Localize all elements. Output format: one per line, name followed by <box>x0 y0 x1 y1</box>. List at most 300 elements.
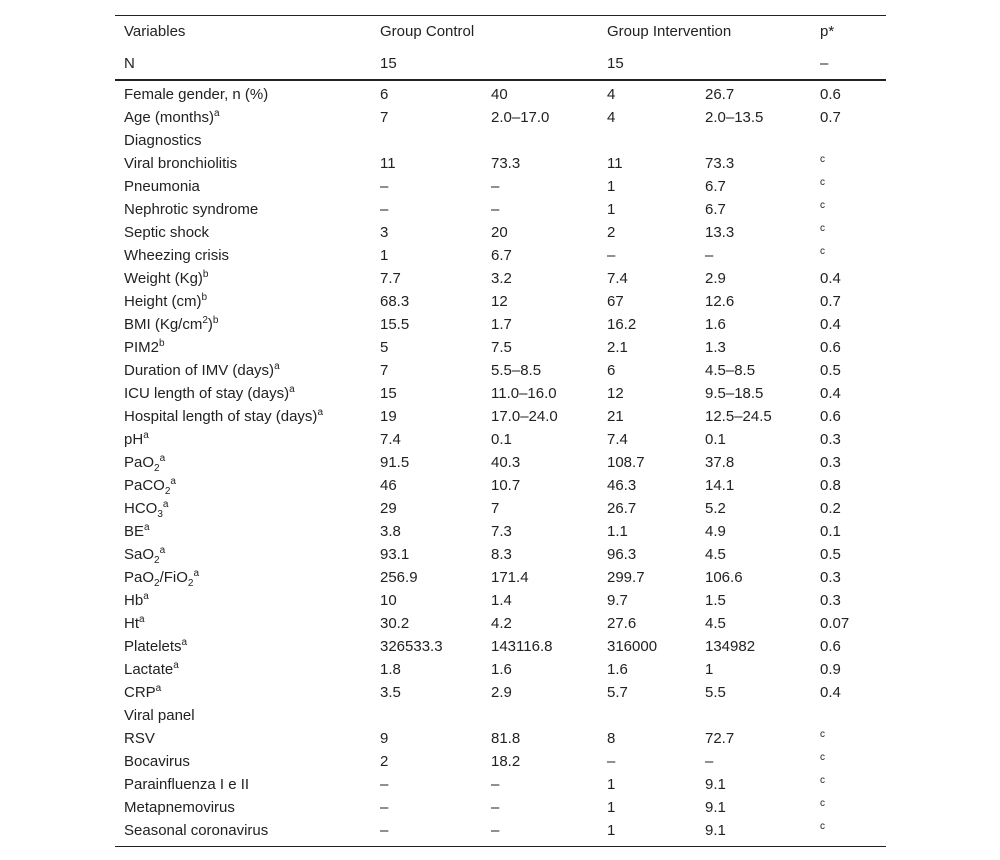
row-label <box>124 405 323 428</box>
intervention-value: 1 <box>607 822 616 839</box>
intervention-dispersion: – <box>705 247 714 264</box>
control-value: – <box>380 799 389 816</box>
control-dispersion: 11.0–16.0 <box>491 385 557 402</box>
row-label-subscript: 2 <box>164 486 171 497</box>
row-label-text: PaO <box>124 454 155 471</box>
row-label-text: pH <box>124 431 144 448</box>
intervention-value: 4 <box>607 109 616 126</box>
row-footnote-mark: a <box>155 683 162 694</box>
table-row <box>115 175 886 198</box>
control-value: 29 <box>380 500 397 517</box>
row-label-text: Weight (Kg) <box>124 270 203 287</box>
row-label-text: Viral panel <box>124 707 195 724</box>
control-dispersion: 171.4 <box>491 569 529 586</box>
p-value: 0.4 <box>820 385 841 402</box>
control-dispersion: 7.5 <box>491 339 512 356</box>
row-label-subscript: 2 <box>154 578 160 589</box>
control-dispersion: 5.5–8.5 <box>491 362 542 379</box>
intervention-dispersion: 4.9 <box>705 523 726 540</box>
intervention-dispersion: 73.3 <box>705 155 735 172</box>
row-footnote-mark: b <box>212 315 219 326</box>
row-footnote-mark: a <box>173 660 179 671</box>
intervention-dispersion: 9.1 <box>705 799 726 816</box>
p-footnote-mark: c <box>820 200 825 211</box>
table-row <box>115 819 886 842</box>
intervention-value: 2 <box>607 224 616 241</box>
intervention-value: 96.3 <box>607 546 637 563</box>
intervention-dispersion: 9.5–18.5 <box>705 385 764 402</box>
intervention-dispersion: 72.7 <box>705 730 735 747</box>
row-label-text: Diagnostics <box>124 132 202 149</box>
intervention-value: 1.6 <box>607 661 628 678</box>
intervention-dispersion: 9.1 <box>705 822 726 839</box>
p-footnote-mark: c <box>820 821 825 832</box>
row-label-subscript: 3 <box>157 509 163 520</box>
table-row <box>115 520 886 543</box>
control-dispersion: 0.1 <box>491 431 512 448</box>
table-row <box>115 543 886 566</box>
control-dispersion: – <box>491 201 500 218</box>
row-label <box>124 313 218 336</box>
intervention-dispersion: 1.5 <box>705 592 726 609</box>
intervention-value: 9.7 <box>607 592 628 609</box>
row-label-tail: ) <box>207 316 213 333</box>
table-row <box>115 589 886 612</box>
row-footnote-mark: a <box>143 591 149 602</box>
p-value: 0.4 <box>820 684 841 701</box>
row-label-text: Parainfluenza I e II <box>124 776 250 793</box>
intervention-value: 5.7 <box>607 684 628 701</box>
row-label <box>124 589 149 612</box>
table-row <box>115 382 886 405</box>
intervention-value: 316000 <box>607 638 658 655</box>
row-label-text: Platelets <box>124 638 182 655</box>
p-value: 0.07 <box>820 615 850 632</box>
row-footnote-mark: a <box>193 568 200 579</box>
table-row <box>115 221 886 244</box>
control-value: 3 <box>380 224 389 241</box>
row-label <box>124 681 161 704</box>
intervention-dispersion: 0.1 <box>705 431 726 448</box>
control-dispersion: 81.8 <box>491 730 521 747</box>
control-value: 15 <box>380 385 397 402</box>
intervention-value: 1 <box>607 799 616 816</box>
row-label-text: PaCO <box>124 477 165 494</box>
row-label-text: Ht <box>124 615 139 632</box>
control-value: 2 <box>380 753 389 770</box>
intervention-dispersion: 12.6 <box>705 293 735 310</box>
intervention-dispersion: 6.7 <box>705 178 726 195</box>
control-dispersion: 40.3 <box>491 454 521 471</box>
row-label-mid: /FiO <box>159 569 188 586</box>
row-label <box>124 290 207 313</box>
intervention-dispersion: 2.0–13.5 <box>705 109 764 126</box>
control-value: 6 <box>380 86 389 103</box>
header-variables: Variables <box>124 23 186 40</box>
row-label <box>124 129 202 152</box>
control-value: 30.2 <box>380 615 410 632</box>
intervention-dispersion: 9.1 <box>705 776 726 793</box>
intervention-value: 21 <box>607 408 624 425</box>
intervention-value: 6 <box>607 362 616 379</box>
intervention-dispersion: 1.3 <box>705 339 726 356</box>
table-row <box>115 474 886 497</box>
row-label <box>124 635 187 658</box>
row-footnote-mark: a <box>159 545 166 556</box>
control-value: 3.8 <box>380 523 401 540</box>
row-label-text: RSV <box>124 730 155 747</box>
control-value: – <box>380 201 389 218</box>
control-dispersion: 1.6 <box>491 661 512 678</box>
table-row <box>115 359 886 382</box>
intervention-value: 8 <box>607 730 616 747</box>
row-label-text: Pneumonia <box>124 178 200 195</box>
control-dispersion: 1.7 <box>491 316 512 333</box>
table-row <box>115 313 886 336</box>
control-value: 1 <box>380 247 389 264</box>
intervention-value: 67 <box>607 293 624 310</box>
p-value: 0.3 <box>820 592 841 609</box>
row-label-text: Lactate <box>124 661 174 678</box>
intervention-value: 7.4 <box>607 270 628 287</box>
row-label-text: Wheezing crisis <box>124 247 230 264</box>
p-value: 0.3 <box>820 454 841 471</box>
p-value: 0.6 <box>820 408 841 425</box>
table-row <box>115 267 886 290</box>
p-value: 0.2 <box>820 500 841 517</box>
row-label <box>124 727 155 750</box>
control-value: – <box>380 822 389 839</box>
intervention-dispersion: 5.2 <box>705 500 726 517</box>
row-footnote-mark: a <box>289 384 295 395</box>
table-body <box>115 83 886 842</box>
row-label <box>124 750 190 773</box>
row-label-text: Nephrotic syndrome <box>124 201 259 218</box>
control-value: 3.5 <box>380 684 401 701</box>
intervention-dispersion: 12.5–24.5 <box>705 408 772 425</box>
row-label-text: HCO <box>124 500 158 517</box>
p-value: 0.8 <box>820 477 841 494</box>
control-value: 46 <box>380 477 397 494</box>
control-value: 7 <box>380 362 389 379</box>
row-label-text: Viral bronchiolitis <box>124 155 238 172</box>
table-row <box>115 612 886 635</box>
n-label: N <box>124 55 135 72</box>
table-row <box>115 773 886 796</box>
intervention-dispersion: – <box>705 753 714 770</box>
intervention-value: 4 <box>607 86 616 103</box>
row-label <box>124 428 149 451</box>
table-row <box>115 635 886 658</box>
p-value <box>820 727 825 750</box>
row-label-text: CRP <box>124 684 156 701</box>
row-label <box>124 566 199 589</box>
p-value: 0.6 <box>820 339 841 356</box>
p-footnote-mark: c <box>820 223 825 234</box>
row-label-text: PaO <box>124 569 155 586</box>
p-value: 0.6 <box>820 638 841 655</box>
row-footnote-mark: a <box>181 637 188 648</box>
row-footnote-mark: b <box>201 292 208 303</box>
header-group-intervention: Group Intervention <box>607 23 732 40</box>
control-dispersion: 12 <box>491 293 508 310</box>
control-value: 5 <box>380 339 389 356</box>
row-label-text: BE <box>124 523 145 540</box>
table-row <box>115 428 886 451</box>
row-label-subscript: 2 <box>154 463 160 474</box>
intervention-dispersion: 2.9 <box>705 270 726 287</box>
table-row <box>115 750 886 773</box>
control-value: 1.8 <box>380 661 401 678</box>
p-value <box>820 750 825 773</box>
table-row <box>115 704 886 727</box>
control-value: 93.1 <box>380 546 410 563</box>
row-label <box>124 773 249 796</box>
table-row <box>115 451 886 474</box>
p-footnote-mark: c <box>820 775 825 786</box>
control-dispersion: 3.2 <box>491 270 512 287</box>
header-row <box>115 16 886 48</box>
row-label <box>124 198 258 221</box>
control-dispersion: 8.3 <box>491 546 512 563</box>
table-row <box>115 566 886 589</box>
row-label <box>124 382 295 405</box>
row-label <box>124 658 179 681</box>
n-p-value: – <box>820 55 829 72</box>
row-footnote-mark: a <box>317 407 323 418</box>
table-row <box>115 106 886 129</box>
row-label <box>124 83 268 106</box>
p-value <box>820 152 825 175</box>
control-dispersion: 2.0–17.0 <box>491 109 550 126</box>
row-label <box>124 520 150 543</box>
row-footnote-mark: a <box>214 108 220 119</box>
p-value: 0.6 <box>820 86 841 103</box>
table-row <box>115 681 886 704</box>
p-value: 0.7 <box>820 109 841 126</box>
control-dispersion: 7.3 <box>491 523 512 540</box>
table-row <box>115 796 886 819</box>
control-value: 326533.3 <box>380 638 443 655</box>
p-footnote-mark: c <box>820 798 825 809</box>
intervention-value: 11 <box>607 155 623 172</box>
row-label <box>124 244 229 267</box>
row-label-text: Duration of IMV (days) <box>124 362 275 379</box>
intervention-dispersion: 106.6 <box>705 569 743 586</box>
intervention-value: 7.4 <box>607 431 628 448</box>
intervention-dispersion: 37.8 <box>705 454 735 471</box>
row-label <box>124 221 209 244</box>
control-value: 256.9 <box>380 569 418 586</box>
control-dispersion: 20 <box>491 224 508 241</box>
control-dispersion: 7 <box>491 500 500 517</box>
p-value: 0.9 <box>820 661 841 678</box>
intervention-value: – <box>607 753 616 770</box>
row-label <box>124 267 208 290</box>
control-dispersion: – <box>491 822 500 839</box>
row-label-text: Seasonal coronavirus <box>124 822 269 839</box>
header-group-control: Group Control <box>380 23 475 40</box>
p-footnote-mark: c <box>820 729 825 740</box>
row-label-text: Hb <box>124 592 144 609</box>
table-row <box>115 497 886 520</box>
control-dispersion: 1.4 <box>491 592 512 609</box>
row-label <box>124 497 168 520</box>
row-label-text: Bocavirus <box>124 753 190 770</box>
control-dispersion: – <box>491 178 500 195</box>
row-label-subscript-2: 2 <box>187 578 194 589</box>
row-footnote-mark: a <box>143 430 149 441</box>
control-dispersion: – <box>491 776 500 793</box>
control-dispersion: 10.7 <box>491 477 521 494</box>
row-label-text: ICU length of stay (days) <box>124 385 290 402</box>
table-row <box>115 290 886 313</box>
row-label <box>124 704 195 727</box>
table-row <box>115 152 886 175</box>
control-dispersion: 17.0–24.0 <box>491 408 558 425</box>
control-value: – <box>380 178 389 195</box>
row-footnote-mark: a <box>144 522 150 533</box>
control-dispersion: 2.9 <box>491 684 512 701</box>
row-label <box>124 106 220 129</box>
p-value: 0.5 <box>820 546 841 563</box>
row-footnote-mark: a <box>139 614 145 625</box>
p-footnote-mark: c <box>820 177 825 188</box>
table-row <box>115 658 886 681</box>
row-label <box>124 819 268 842</box>
row-label-subscript: 2 <box>154 555 160 566</box>
row-footnote-mark: a <box>274 361 280 372</box>
row-label <box>124 175 200 198</box>
p-value <box>820 175 825 198</box>
table-row <box>115 727 886 750</box>
header-n-row <box>115 48 886 81</box>
control-dispersion: 4.2 <box>491 615 512 632</box>
table-row <box>115 198 886 221</box>
row-label-text: Hospital length of stay (days) <box>124 408 318 425</box>
row-label <box>124 152 237 175</box>
intervention-value: 299.7 <box>607 569 645 586</box>
control-value: 68.3 <box>380 293 410 310</box>
control-value: 19 <box>380 408 397 425</box>
intervention-value: 46.3 <box>607 477 637 494</box>
intervention-value: 16.2 <box>607 316 637 333</box>
p-value <box>820 198 825 221</box>
intervention-dispersion: 26.7 <box>705 86 735 103</box>
table-row <box>115 129 886 152</box>
row-label <box>124 612 145 635</box>
row-label-text: PIM2 <box>124 339 160 356</box>
row-label <box>124 451 165 474</box>
intervention-dispersion: 1.6 <box>705 316 726 333</box>
control-value: 7.4 <box>380 431 401 448</box>
p-value: 0.5 <box>820 362 841 379</box>
intervention-dispersion: 5.5 <box>705 684 726 701</box>
control-dispersion: 40 <box>491 86 508 103</box>
p-value <box>820 819 825 842</box>
table-row <box>115 336 886 359</box>
row-footnote-mark: b <box>159 338 165 349</box>
n-intervention: 15 <box>607 55 624 72</box>
intervention-value: 26.7 <box>607 500 637 517</box>
row-label-superscript: 2 <box>202 315 208 326</box>
control-dispersion: 73.3 <box>491 155 521 172</box>
p-value: 0.3 <box>820 431 841 448</box>
header-p-value: p* <box>820 23 835 40</box>
row-footnote-mark: a <box>159 453 166 464</box>
row-label-text: Height (cm) <box>124 293 202 310</box>
row-label <box>124 474 176 497</box>
intervention-value: 1 <box>607 776 616 793</box>
p-value: 0.4 <box>820 270 841 287</box>
intervention-dispersion: 14.1 <box>705 477 735 494</box>
p-value <box>820 221 825 244</box>
control-value: 91.5 <box>380 454 410 471</box>
intervention-value: 1 <box>607 201 616 218</box>
row-label-text: BMI (Kg/cm <box>124 316 203 333</box>
intervention-value: – <box>607 247 616 264</box>
intervention-dispersion: 4.5–8.5 <box>705 362 756 379</box>
intervention-value: 1 <box>607 178 616 195</box>
data-table <box>115 15 886 847</box>
intervention-dispersion: 4.5 <box>705 546 726 563</box>
p-value: 0.4 <box>820 316 841 333</box>
control-value: 10 <box>380 592 397 609</box>
control-value: 9 <box>380 730 389 747</box>
table-row <box>115 405 886 428</box>
row-footnote-mark: a <box>170 476 176 487</box>
row-label-text: Female gender, n (%) <box>124 86 269 103</box>
p-value <box>820 796 825 819</box>
row-label-text: Metapnemovirus <box>124 799 235 816</box>
p-footnote-mark: c <box>820 154 825 165</box>
p-value: 0.7 <box>820 293 841 310</box>
table-row <box>115 83 886 106</box>
row-label-text: SaO <box>124 546 155 563</box>
n-control: 15 <box>380 55 397 72</box>
control-dispersion: – <box>491 799 500 816</box>
control-value: – <box>380 776 389 793</box>
row-label <box>124 796 235 819</box>
control-value: 15.5 <box>380 316 410 333</box>
p-value: 0.1 <box>820 523 841 540</box>
row-label <box>124 359 280 382</box>
intervention-value: 27.6 <box>607 615 637 632</box>
control-dispersion: 6.7 <box>491 247 512 264</box>
row-footnote-mark: b <box>202 269 209 280</box>
intervention-dispersion: 1 <box>705 661 714 678</box>
intervention-value: 108.7 <box>607 454 645 471</box>
intervention-value: 1.1 <box>607 523 628 540</box>
row-label <box>124 543 165 566</box>
intervention-dispersion: 13.3 <box>705 224 735 241</box>
control-value: 11 <box>380 155 396 172</box>
row-label <box>124 336 165 359</box>
row-label-text: Septic shock <box>124 224 210 241</box>
intervention-value: 12 <box>607 385 624 402</box>
p-value <box>820 244 825 267</box>
control-dispersion: 18.2 <box>491 753 521 770</box>
control-value: 7 <box>380 109 389 126</box>
control-value: 7.7 <box>380 270 401 287</box>
table-row <box>115 244 886 267</box>
intervention-value: 2.1 <box>607 339 628 356</box>
intervention-dispersion: 134982 <box>705 638 756 655</box>
p-value <box>820 773 825 796</box>
p-value: 0.3 <box>820 569 841 586</box>
p-footnote-mark: c <box>820 752 825 763</box>
row-label-text: Age (months) <box>124 109 215 126</box>
